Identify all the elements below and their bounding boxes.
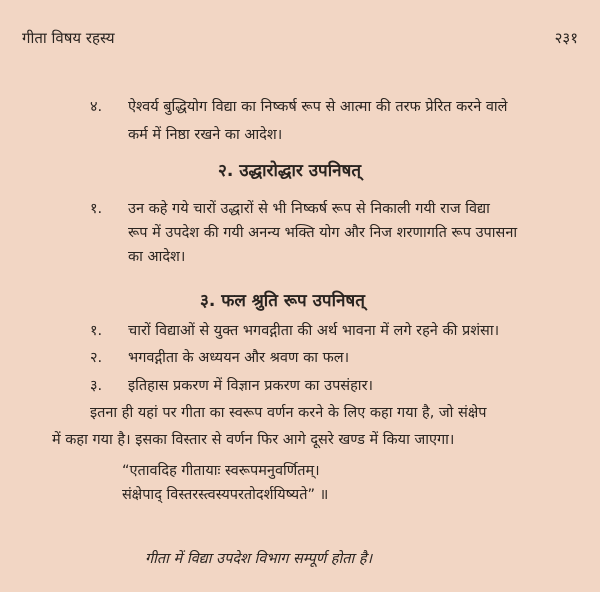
page-number: २३१ [554,29,578,47]
item-text-line: उन कहे गये चारों उद्धारों से भी निष्कर्ष रूप से निकाली गयी राज विद्या [128,201,490,217]
item-text-line: कर्म में निष्ठा रखने का आदेश। [128,127,283,143]
running-header-title: गीता विषय रहस्य [22,29,115,47]
paragraph-line: इतना ही यहां पर गीता का स्वरूप वर्णन करने के लिए कहा गया है, जो संक्षेप [90,405,487,421]
sanskrit-quote-line: संक्षेपाद् विस्तरस्त्वस्यपरतोदर्शयिष्यते” ॥ [122,487,329,503]
item-text-line: इतिहास प्रकरण में विज्ञान प्रकरण का उपसंहार। [128,378,373,394]
sanskrit-quote-line: “एतावदिह गीतायाः स्वरूपमनुवर्णितम्। [122,463,320,479]
section-heading: ३. फल श्रुति रूप उपनिषत् [200,291,365,311]
item-text-line: ऐश्वर्य बुद्धियोग विद्या का निष्कर्ष रूप से आत्मा की तरफ प्रेरित करने वाले [128,99,508,115]
closing-note: गीता में विद्या उपदेश विभाग सम्पूर्ण होता है। [145,551,373,567]
item-text-line: रूप में उपदेश की गयी अनन्य भक्ति योग और निज शरणागति रूप उपासना [128,225,518,241]
item-number: २. [90,350,103,366]
paragraph-line: में कहा गया है। इसका विस्तार से वर्णन फिर आगे दूसरे खण्ड में किया जाएगा। [52,432,455,448]
item-number: ४. [90,99,103,115]
item-number: १. [90,323,103,339]
item-text-line: का आदेश। [128,249,186,265]
item-number: १. [90,201,103,217]
item-text-line: भगवद्गीता के अध्ययन और श्रवण का फल। [128,350,350,366]
item-number: ३. [90,378,103,394]
section-heading: २. उद्धारोद्धार उपनिषत् [218,161,362,181]
item-text-line: चारों विद्याओं से युक्त भगवद्गीता की अर्थ भावना में लगे रहने की प्रशंसा। [128,323,500,339]
